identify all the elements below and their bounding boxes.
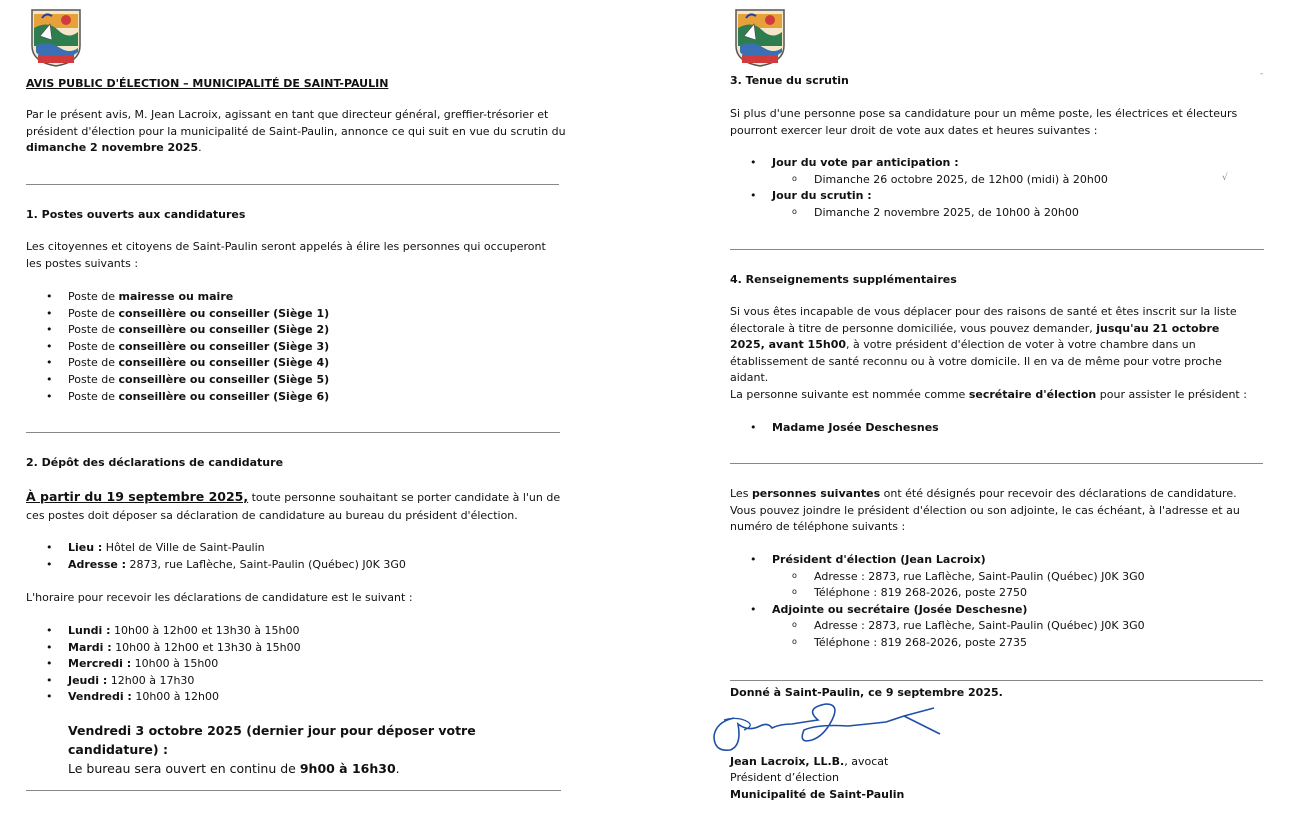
- list-item: • Poste de conseillère ou conseiller (Siège 4): [26, 355, 566, 372]
- list-subitem: o Téléphone : 819 268-2026, poste 2750: [772, 585, 1270, 602]
- list-subitem: o Dimanche 2 novembre 2025, de 10h00 à 20h00: [772, 205, 1270, 222]
- divider: [730, 249, 1264, 250]
- divider: [26, 790, 561, 791]
- list-subitem: o Adresse : 2873, rue Laflèche, Saint-Paulin (Québec) J0K 3G0: [772, 569, 1270, 586]
- municipal-coat-of-arms-icon: [28, 6, 84, 68]
- section-1-text: Les citoyennes et citoyens de Saint-Paulin seront appelés à élire les personnes qui occuperont les postes suivants :: [26, 240, 546, 270]
- divider: [730, 680, 1263, 681]
- list-item: • Poste de conseillère ou conseiller (Siège 5): [26, 372, 566, 389]
- list-item: • Poste de conseillère ou conseiller (Siège 2): [26, 322, 566, 339]
- section-3-heading: 3. Tenue du scrutin: [730, 74, 849, 87]
- list-item: • Vendredi : 10h00 à 12h00: [26, 689, 566, 706]
- schedule-intro: L'horaire pour recevoir les déclarations de candidature est le suivant :: [26, 591, 413, 604]
- municipal-coat-of-arms-icon: [732, 6, 788, 68]
- section-3-text: Si plus d'une personne pose sa candidature pour un même poste, les électrices et électeurs pourront exercer leur droit de vote aux dates et heures suivantes :: [730, 107, 1238, 137]
- last-day-notice: Vendredi 3 octobre 2025 (dernier jour pour déposer votre candidature) : Le bureau sera ouvert en continu de 9h00 à 16h30.: [68, 723, 476, 776]
- divider: [26, 184, 559, 185]
- signatory-name: Jean Lacroix, LL.B., avocat: [730, 755, 889, 768]
- list-item: • Lieu : Hôtel de Ville de Saint-Paulin: [26, 540, 566, 557]
- secretary-text: La personne suivante est nommée comme secrétaire d'élection pour assister le président :: [730, 388, 1247, 401]
- list-item: • Lundi : 10h00 à 12h00 et 13h30 à 15h00: [26, 623, 566, 640]
- list-item: • Mardi : 10h00 à 12h00 et 13h30 à 15h00: [26, 640, 566, 657]
- list-item: • Poste de conseillère ou conseiller (Siège 6): [26, 389, 566, 406]
- signatory-role: Président d’élection: [730, 771, 839, 784]
- signatory-organization: Municipalité de Saint-Paulin: [730, 788, 905, 801]
- list-item: • Madame Josée Deschesnes: [730, 420, 1270, 437]
- divider: [26, 432, 560, 433]
- list-item: • Jour du vote par anticipation : o Dimanche 26 octobre 2025, de 12h00 (midi) à 20h00: [730, 155, 1270, 188]
- list-subitem: o Dimanche 26 octobre 2025, de 12h00 (midi) à 20h00: [772, 172, 1270, 189]
- designated-text: Les personnes suivantes ont été désignés pour recevoir des déclarations de candidature. Vous pouvez joindre le président d'élection ou son adjointe, le cas échéant, à l'adresse et au numéro de téléphone suivants :: [730, 487, 1240, 533]
- page-title: AVIS PUBLIC D'ÉLECTION – MUNICIPALITÉ DE SAINT-PAULIN: [26, 77, 389, 90]
- list-item: • Mercredi : 10h00 à 15h00: [26, 656, 566, 673]
- scan-mark: -: [1260, 69, 1264, 79]
- list-item: • Jeudi : 12h00 à 17h30: [26, 673, 566, 690]
- schedule-list: [26, 623, 566, 706]
- list-item: • Poste de conseillère ou conseiller (Siège 3): [26, 339, 566, 356]
- list-subitem: o Adresse : 2873, rue Laflèche, Saint-Paulin (Québec) J0K 3G0: [772, 618, 1270, 635]
- location-list: [26, 540, 566, 573]
- left-page: [0, 0, 600, 830]
- right-page: [700, 0, 1291, 830]
- list-item: • Adjointe ou secrétaire (Josée Deschesne) o Adresse : 2873, rue Laflèche, Saint-Paulin (Québec) J0K 3G0 o Téléphone : 819 268-2026, poste 2735: [730, 602, 1270, 652]
- election-date: dimanche 2 novembre 2025: [26, 141, 199, 154]
- intro-paragraph: Par le présent avis, M. Jean Lacroix, agissant en tant que directeur général, greffier-trésorier et président d'élection pour la municipalité de Saint-Paulin, annonce ce qui suit en vue du scrutin du dimanche 2 novembre 2025.: [26, 108, 566, 154]
- section-2-heading: 2. Dépôt des déclarations de candidature: [26, 456, 284, 469]
- section-2-text: À partir du 19 septembre 2025, toute personne souhaitant se porter candidate à l'un de ces postes doit déposer sa déclaration de candidature au bureau du président d'élection.: [26, 489, 561, 522]
- positions-list: [26, 289, 566, 405]
- signature-icon: [708, 700, 948, 760]
- secretary-list: [730, 420, 1270, 437]
- section-4-text: Si vous êtes incapable de vous déplacer pour des raisons de santé et êtes inscrit sur la liste électorale à titre de personne domiciliée, vous pouvez demander, jusqu'au 21 octobre 2025, avant 15h00, à votre président d'élection de voter à votre chambre dans un établissement de santé reconnu ou à votre domicile. Il en va de même pour votre proche aidant.: [730, 305, 1237, 384]
- list-item: • Adresse : 2873, rue Laflèche, Saint-Paulin (Québec) J0K 3G0: [26, 557, 566, 574]
- contacts-list: [730, 552, 1270, 652]
- filing-start-date: À partir du 19 septembre 2025,: [26, 489, 249, 504]
- list-subitem: o Téléphone : 819 268-2026, poste 2735: [772, 635, 1270, 652]
- section-4-heading: 4. Renseignements supplémentaires: [730, 273, 957, 286]
- section-1-heading: 1. Postes ouverts aux candidatures: [26, 208, 246, 221]
- list-item: • Jour du scrutin : o Dimanche 2 novembre 2025, de 10h00 à 20h00: [730, 188, 1270, 221]
- list-item: • Poste de conseillère ou conseiller (Siège 1): [26, 306, 566, 323]
- list-item: • Président d'élection (Jean Lacroix) o Adresse : 2873, rue Laflèche, Saint-Paulin (Québec) J0K 3G0 o Téléphone : 819 268-2026, poste 2750: [730, 552, 1270, 602]
- given-at: Donné à Saint-Paulin, ce 9 septembre 2025.: [730, 686, 1003, 699]
- voting-days-list: [730, 155, 1270, 221]
- scan-mark: √: [1222, 173, 1228, 183]
- divider: [730, 463, 1263, 464]
- list-item: • Poste de mairesse ou maire: [26, 289, 566, 306]
